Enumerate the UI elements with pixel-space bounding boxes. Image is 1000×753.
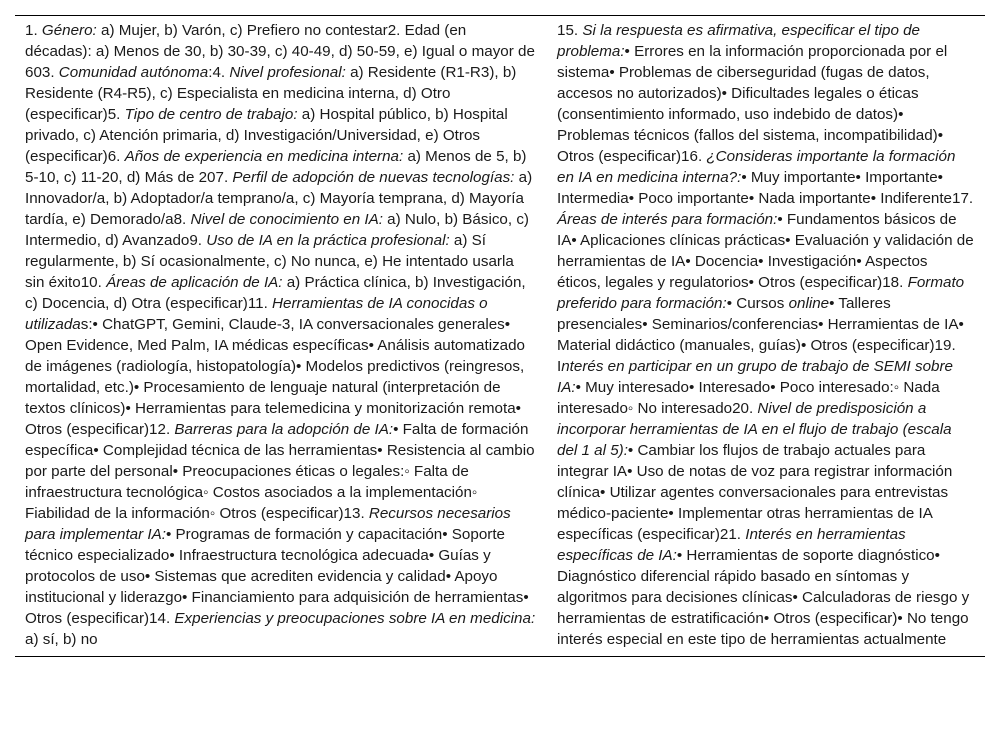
question-title: Comunidad autónoma [58,64,209,81]
question-text: a) Residente (R1-R3), b) Residente (R4-R5), c) Especialista en medicina interna, d) Otro (especificar)5. [25,64,517,123]
question-title: Nivel de conocimiento en IA: [190,211,383,228]
question-text: • Fundamentos básicos de IA• Aplicaciones clínicas prácticas• Evaluación y validación de herramientas de IA• Docencia• Investigación• Aspectos éticos, legales y regulatorios• Otros (especificar)18. [557,211,974,291]
question-text: a) Hospital público, b) Hospital privado, c) Atención primaria, d) Investigación/Universidad, e) Otros (especificar)6. [25,106,508,165]
question-text: :4. [208,64,230,81]
question-text: • Muy importante• Importante• Intermedia• Poco importante• Nada importante• Indiferente17. [557,169,974,207]
question-title: Recursos necesarios para implementar IA: [25,505,511,543]
questionnaire-table [15,15,985,657]
question-title: Nivel profesional: [229,64,346,81]
question-title: Experiencias y preocupaciones sobre IA en medicina: [174,610,536,627]
question-title: online [788,295,830,312]
question-title: Barreras para la adopción de IA: [174,421,394,438]
question-title: Tipo de centro de trabajo: [124,106,298,123]
question-title: Uso de IA en la práctica profesional: [206,232,450,249]
question-title: Perfil de adopción de nuevas tecnologías: [232,169,515,186]
question-title: Si la respuesta es afirmativa, especificar el tipo de problema: [557,22,921,60]
question-text: s:• ChatGPT, Gemini, Claude-3, IA conversacionales generales• Open Evidence, Med Palm, IA médicas específicas• Análisis automatizado de imágenes (radiología, histopatología)• Modelos predictivos (reingresos, mortalidad, etc.)• Procesamiento de lenguaje natural (interpretación de textos clínicos)• Herramientas para telemedicina y monitorización remota• Otros (especificar)12. [25,316,526,438]
question-title: Formato preferido para formación: [557,274,965,312]
question-text: • Falta de formación específica• Complejidad técnica de las herramientas• Resistencia al cambio por parte del personal• Preocupaciones éticas o legales:◦ Falta de infraestructura tecnológica◦ Costos asociados a la implementación◦ Fiabilidad de la información◦ Otros (especificar)13. [25,421,535,522]
question-text: a) Innovador/a, b) Adoptador/a temprano/a, c) Mayoría temprana, d) Mayoría tardía, e) Demorado/a8. [25,169,533,228]
question-text: a) Práctica clínica, b) Investigación, c) Docencia, d) Otra (especificar)11. [25,274,526,312]
question-title: nterés en participar en un grupo de trabajo de SEMI sobre IA: [557,358,953,396]
question-title: ¿Consideras importante la formación en IA en medicina interna?: [557,148,956,186]
question-text: a) Menos de 5, b) 5-10, c) 11-20, d) Más de 207. [25,148,527,186]
question-text: 1. [25,22,42,39]
question-title: Género: [41,22,97,39]
question-title: Áreas de aplicación de IA: [106,274,283,291]
question-title: Áreas de interés para formación: [557,211,778,228]
question-text: a) Sí regularmente, b) Sí ocasionalmente, c) No nunca, e) He intentado usarla sin éxito10. [25,232,514,291]
question-text: a) Nulo, b) Básico, c) Intermedio, d) Avanzado9. [25,211,529,249]
question-title: Nivel de predisposición a incorporar herramientas de IA en el flujo de trabajo (escala del 1 al 5): [557,400,952,459]
right-column [547,16,985,656]
question-text: • Muy interesado• Interesado• Poco interesado:◦ Nada interesado◦ No interesado20. [557,379,940,417]
question-text: • Herramientas de soporte diagnóstico• Diagnóstico diferencial rápido basado en síntomas y algoritmos para decisiones clínicas• Calculadoras de riesgo y herramientas de estratificación• Otros (especificar)• No tengo interés especial en este tipo de herramientas actualmente [557,547,970,648]
question-text: a) sí, b) no [25,631,98,648]
question-text: a) Mujer, b) Varón, c) Prefiero no contestar2. Edad (en décadas): a) Menos de 30, b) 30-39, c) 40-49, d) 50-59, e) Igual o mayor de 603. [25,22,535,81]
question-title: Herramientas de IA conocidas o utilizada [25,295,488,333]
question-title: Interés en herramientas específicas de IA: [557,526,906,564]
left-column [15,16,547,656]
question-text: 15. [557,22,583,39]
question-text: • Cambiar los flujos de trabajo actuales para integrar IA• Uso de notas de voz para registrar información clínica• Utilizar agentes conversacionales para entrevistas médico-paciente• Implementar otras herramientas de IA específicas (especificar)21. [557,442,953,543]
question-text: • Programas de formación y capacitación• Soporte técnico especializado• Infraestructura tecnológica adecuada• Guías y protocolos de uso• Sistemas que acrediten evidencia y calidad• Apoyo institucional y liderazgo• Financiamiento para adquisición de herramientas• Otros (especificar)14. [25,526,529,627]
question-title: Años de experiencia en medicina interna: [124,148,404,165]
question-text: • Talleres presenciales• Seminarios/conferencias• Herramientas de IA• Material didáctico (manuales, guías)• Otros (especificar)19. I [557,295,964,375]
question-text: • Errores en la información proporcionada por el sistema• Problemas de ciberseguridad (fugas de datos, accesos no autorizados)• Dificultades legales o éticas (consentimiento informado, uso indebido de datos)• Problemas técnicos (fallos del sistema, incompatibilidad)• Otros (especificar)16. [557,43,948,165]
question-text: • Cursos [726,295,789,312]
